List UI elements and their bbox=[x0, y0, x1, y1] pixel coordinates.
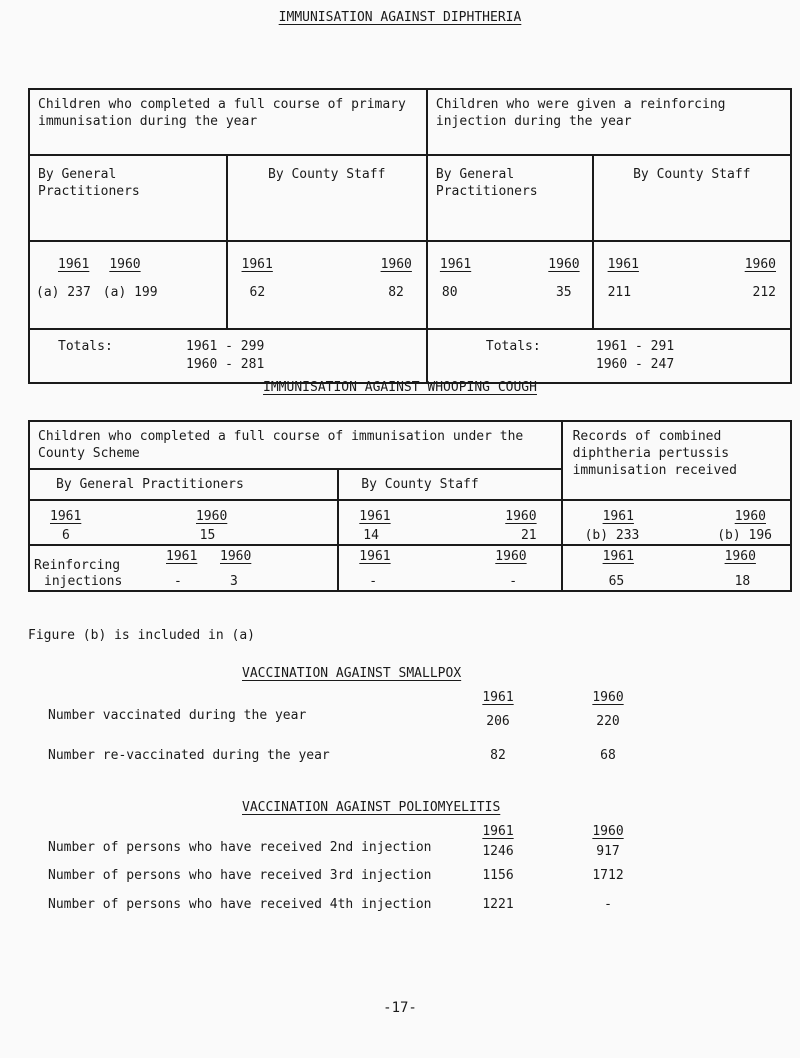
diphtheria-reinf-county-values: 1961 1960 211 212 bbox=[593, 241, 791, 329]
diphtheria-table bbox=[28, 88, 792, 384]
whooping-gp-values: 1961 1960 6 15 bbox=[29, 500, 338, 545]
diphtheria-sub-gp-primary: By General Practitioners bbox=[29, 155, 227, 241]
smallpox-row-vaccinated: Number vaccinated during the year 206 220 bbox=[48, 708, 620, 729]
diphtheria-primary-gp-values: 1961 1960 (a) 237 (a) 199 bbox=[29, 241, 227, 329]
polio-row-3rd: Number of persons who have received 3rd injection 1156 1712 bbox=[48, 868, 624, 883]
whooping-reinf-county: 1961 1960 - - bbox=[338, 545, 561, 591]
diphtheria-col-reinforcing: Children who were given a reinforcing injection during the year bbox=[427, 89, 791, 155]
whooping-records-values: 1961 1960 (b) 233 (b) 196 bbox=[562, 500, 791, 545]
diphtheria-sub-county-primary: By County Staff bbox=[227, 155, 427, 241]
whooping-county-values: 1961 1960 14 21 bbox=[338, 500, 561, 545]
whooping-col-full: Children who completed a full course of immunisation under the County Scheme bbox=[29, 421, 562, 469]
diphtheria-col-primary: Children who completed a full course of primary immunisation during the year bbox=[29, 89, 427, 155]
whooping-sub-gp: By General Practitioners bbox=[29, 469, 338, 500]
polio-row-4th: Number of persons who have received 4th injection 1221 - bbox=[48, 897, 612, 912]
whooping-table bbox=[28, 420, 792, 592]
smallpox-row-revaccinated: Number re-vaccinated during the year 82 68 bbox=[48, 748, 616, 763]
diphtheria-reinf-totals: Totals: 1961 - 291 1960 - 247 bbox=[427, 329, 791, 383]
whooping-footnote: Figure (b) is included in (a) bbox=[28, 628, 255, 643]
polio-title: VACCINATION AGAINST POLIOMYELITIS bbox=[242, 800, 501, 815]
diphtheria-primary-county-values: 1961 1960 62 82 bbox=[227, 241, 427, 329]
whooping-col-records: Records of combined diphtheria pertussis immunisation received bbox=[562, 421, 791, 500]
diphtheria-sub-gp-reinf: By General Practitioners bbox=[427, 155, 593, 241]
diphtheria-reinf-gp-values: 1961 1960 80 35 bbox=[427, 241, 593, 329]
whooping-sub-county: By County Staff bbox=[338, 469, 561, 500]
whooping-title: IMMUNISATION AGAINST WHOOPING COUGH bbox=[263, 380, 537, 395]
polio-row-2nd: Number of persons who have received 2nd injection 1246 917 bbox=[48, 840, 620, 859]
diphtheria-title: IMMUNISATION AGAINST DIPHTHERIA bbox=[278, 10, 522, 25]
whooping-reinf-records: 1961 1960 65 18 bbox=[562, 545, 791, 591]
page-number: -17- bbox=[383, 1000, 417, 1016]
smallpox-title: VACCINATION AGAINST SMALLPOX bbox=[242, 666, 462, 681]
diphtheria-sub-county-reinf: By County Staff bbox=[593, 155, 791, 241]
whooping-reinf-gp: Reinforcing injections 1961 1960 - 3 bbox=[29, 545, 338, 591]
diphtheria-primary-totals: Totals: 1961 - 299 1960 - 281 bbox=[29, 329, 427, 383]
